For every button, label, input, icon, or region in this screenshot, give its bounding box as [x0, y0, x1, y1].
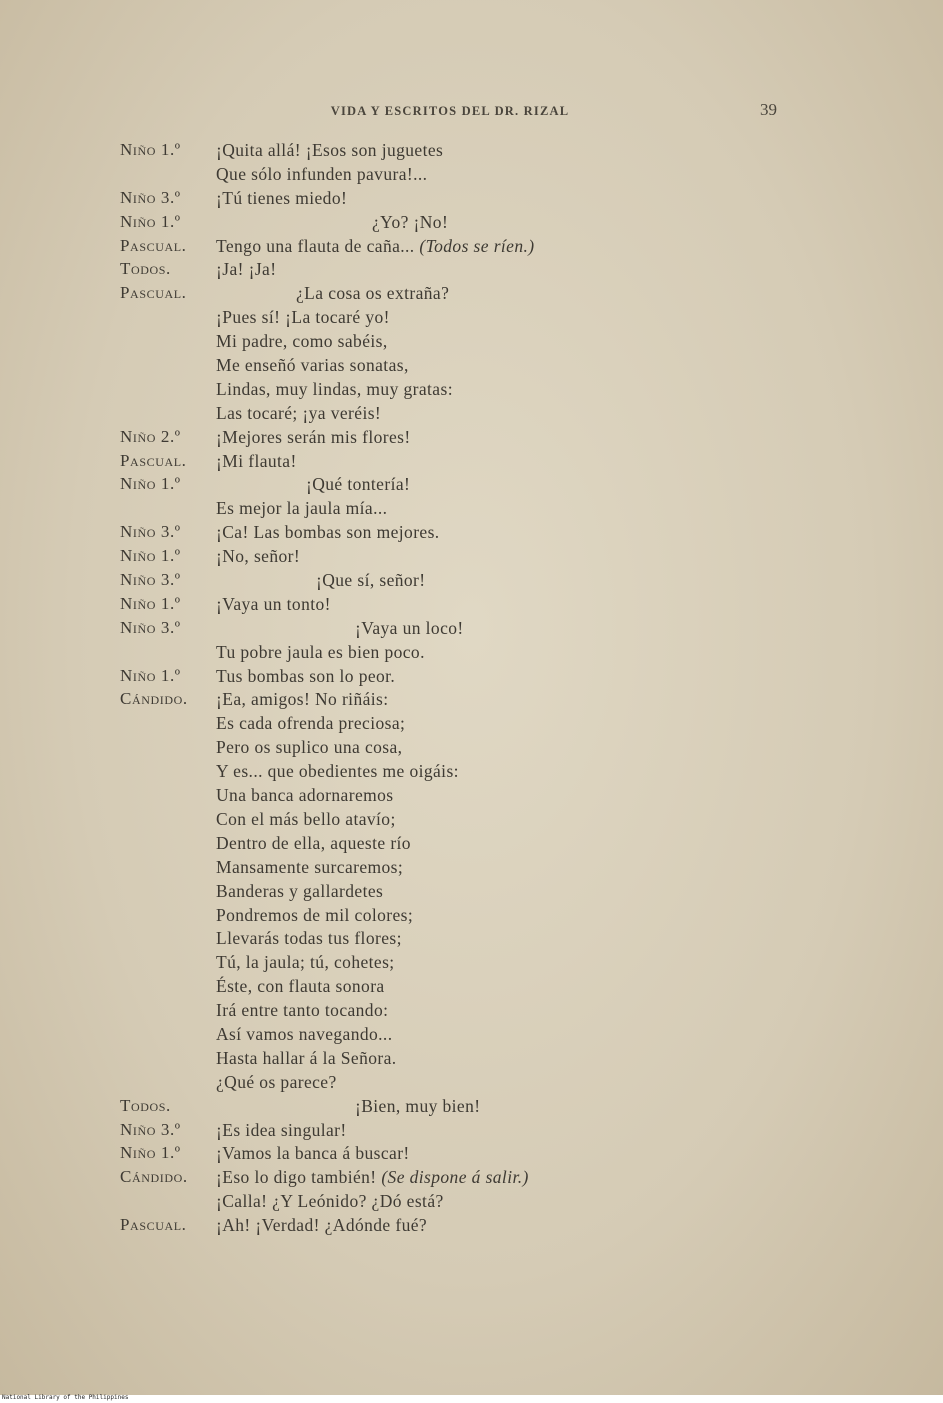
verse-text-line [216, 1143, 410, 1164]
verse-text-line [216, 236, 535, 257]
verse-text-line [216, 1215, 427, 1236]
dialogue-line [0, 1048, 943, 1072]
verse-text: ¡Quita allá! ¡Esos son juguetes [216, 140, 444, 160]
verse-text: ¡Vamos la banca á buscar! [216, 1143, 410, 1164]
library-footer [0, 1395, 943, 1403]
dialogue-line [0, 1120, 943, 1144]
verse-text-line [216, 1191, 444, 1212]
verse-text: Hasta hallar á la Señora. [216, 1047, 397, 1068]
dialogue-line [0, 379, 943, 403]
dialogue-line [0, 594, 943, 618]
speaker-name: Niño 1.º [120, 140, 181, 159]
dialogue-line [0, 1143, 943, 1167]
stage-direction: (Se dispone á salir.) [381, 1167, 529, 1188]
speaker-name: Niño 1.º [120, 665, 181, 685]
speaker-name: Pascual. [120, 283, 187, 303]
speaker-name: Niño 1.º [120, 474, 181, 494]
verse-text: Es mejor la jaula mía... [216, 498, 388, 519]
verse-text: Banderas y gallardetes [216, 880, 384, 901]
dialogue-line [0, 833, 943, 857]
dialogue-line [0, 928, 943, 952]
speaker-name: Niño 3.º [120, 522, 181, 542]
verse-text: Con el más bello atavío; [216, 808, 396, 829]
page-number: 39 [760, 100, 777, 119]
verse-text: Éste, con flauta sonora [216, 976, 385, 997]
dialogue-line [0, 689, 943, 713]
verse-text: ¡Ea, amigos! No riñáis: [216, 689, 389, 710]
verse-text-line [216, 881, 383, 902]
verse-text: Llevarás todas tus flores; [216, 928, 402, 949]
dialogue-line [0, 570, 943, 594]
play-dialogue [0, 140, 943, 1239]
stage-direction: (Todos se ríen.) [419, 235, 535, 256]
dialogue-line [0, 355, 943, 379]
speaker-name: Cándido. [120, 1167, 188, 1187]
verse-text: Tu pobre jaula es bien poco. [216, 641, 425, 662]
speaker-name: Cándido. [120, 689, 188, 709]
speaker-name: Pascual. [120, 235, 187, 255]
verse-text-line [216, 952, 395, 973]
verse-text: Una banca adornaremos [216, 785, 394, 806]
verse-text: Las tocaré; ¡ya veréis! [216, 402, 382, 423]
dialogue-line [0, 546, 943, 570]
dialogue-line [0, 236, 943, 260]
speaker-name: Niño 1.º [120, 546, 181, 566]
library-credit: National Library of the Philippines [2, 1394, 129, 1401]
verse-text-line [216, 737, 402, 758]
verse-text-line [216, 1048, 397, 1069]
dialogue-line [0, 857, 943, 881]
verse-text: Es cada ofrenda preciosa; [216, 713, 406, 734]
verse-text: Lindas, muy lindas, muy gratas: [216, 378, 453, 399]
verse-text: ¡Bien, muy bien! [355, 1095, 481, 1116]
verse-text-line [216, 1120, 347, 1141]
dialogue-line [0, 737, 943, 761]
verse-text-line [216, 498, 387, 519]
verse-text: ¡Es idea singular! [216, 1119, 347, 1140]
speaker-name: Niño 3.º [120, 617, 181, 637]
dialogue-line [0, 474, 943, 498]
dialogue-line [0, 952, 943, 976]
verse-text: ¡Ah! ¡Verdad! ¿Adónde fué? [216, 1215, 428, 1236]
dialogue-line [0, 785, 943, 809]
speaker-name: Niño 3.º [120, 570, 181, 590]
dialogue-line [0, 618, 943, 642]
verse-text-line [216, 451, 297, 472]
verse-text: Que sólo infunden pavura!... [216, 163, 428, 184]
dialogue-line [0, 451, 943, 475]
verse-text-line [216, 355, 409, 376]
dialogue-line [0, 666, 943, 690]
dialogue-line [0, 881, 943, 905]
verse-text: Me enseñó varias sonatas, [216, 355, 409, 376]
speaker-name: Niño 2.º [120, 426, 181, 446]
verse-text-line [216, 403, 381, 424]
verse-text-line [216, 689, 389, 710]
verse-text-line [216, 666, 395, 687]
dialogue-line [0, 140, 943, 164]
dialogue-line [0, 188, 943, 212]
verse-text: ¿Qué os parece? [216, 1071, 337, 1092]
verse-text-line [216, 976, 385, 997]
verse-text-line [355, 618, 464, 639]
dialogue-line [0, 1215, 943, 1239]
verse-text: ¡Ca! Las bombas son mejores. [216, 522, 440, 543]
speaker-name: Niño 3.º [120, 1119, 181, 1139]
verse-text-line [216, 785, 394, 806]
verse-text-line [216, 331, 388, 352]
verse-text-line [306, 474, 410, 495]
verse-text: ¡Tú tienes miedo! [216, 187, 348, 208]
speaker-name: Todos. [120, 1095, 171, 1115]
dialogue-line [0, 1000, 943, 1024]
dialogue-line [0, 403, 943, 427]
dialogue-line [0, 307, 943, 331]
dialogue-line [0, 164, 943, 188]
verse-text: Irá entre tanto tocando: [216, 1000, 389, 1021]
verse-text-line [216, 809, 396, 830]
verse-text: Tú, la jaula; tú, cohetes; [216, 952, 395, 973]
verse-text-line [372, 212, 448, 233]
verse-text: ¡Eso lo digo también! [216, 1167, 382, 1188]
verse-text-line [216, 164, 427, 185]
verse-text: Tengo una flauta de caña... [216, 235, 420, 256]
speaker-name: Pascual. [120, 1215, 187, 1235]
verse-text-line [216, 307, 390, 328]
verse-text-line [216, 546, 300, 567]
dialogue-line [0, 1167, 943, 1191]
dialogue-line [0, 1072, 943, 1096]
verse-text: Dentro de ella, aqueste río [216, 832, 411, 853]
verse-text: ¡Vaya un tonto! [216, 593, 331, 614]
verse-text: ¡Calla! ¿Y Leónido? ¿Dó está? [216, 1191, 444, 1212]
verse-text: ¿Yo? ¡No! [372, 211, 449, 232]
verse-text-line [216, 594, 331, 615]
dialogue-line [0, 976, 943, 1000]
dialogue-line [0, 427, 943, 451]
verse-text: Y es... que obedientes me oigáis: [216, 761, 459, 782]
dialogue-line [0, 1024, 943, 1048]
verse-text: Mansamente surcaremos; [216, 856, 404, 877]
dialogue-line [0, 1096, 943, 1120]
verse-text-line [216, 1072, 337, 1093]
verse-text-line [216, 1000, 388, 1021]
verse-text-line [216, 1024, 392, 1045]
verse-text: Pero os suplico una cosa, [216, 737, 403, 758]
verse-text-line [216, 833, 411, 854]
verse-text: ¡Ja! ¡Ja! [216, 259, 277, 280]
verse-text-line [216, 522, 440, 543]
verse-text: Tus bombas son lo peor. [216, 665, 396, 686]
verse-text: Así vamos navegando... [216, 1023, 393, 1044]
verse-text: ¡Que sí, señor! [316, 570, 426, 591]
dialogue-line [0, 1191, 943, 1215]
dialogue-line [0, 331, 943, 355]
verse-text: Pondremos de mil colores; [216, 904, 414, 925]
verse-text-line [216, 259, 276, 280]
verse-text: ¡Mejores serán mis flores! [216, 426, 411, 447]
verse-text-line [216, 761, 459, 782]
speaker-name: Niño 3.º [120, 187, 181, 207]
speaker-name: Niño 1.º [120, 211, 181, 231]
dialogue-line [0, 498, 943, 522]
verse-text: ¡Mi flauta! [216, 450, 297, 471]
verse-text-line [296, 283, 449, 304]
dialogue-line [0, 761, 943, 785]
dialogue-line [0, 522, 943, 546]
dialogue-line [0, 212, 943, 236]
dialogue-line [0, 642, 943, 666]
speaker-name: Niño 1.º [120, 1143, 181, 1163]
verse-text: Mi padre, como sabéis, [216, 331, 388, 352]
verse-text-line [216, 188, 347, 209]
verse-text: ¡Qué tontería! [306, 474, 411, 495]
dialogue-line [0, 905, 943, 929]
dialogue-line [0, 809, 943, 833]
speaker-name: Niño 1.º [120, 593, 181, 613]
verse-text-line [355, 1096, 480, 1117]
verse-text-line [216, 1167, 529, 1188]
verse-text-line [216, 140, 443, 161]
dialogue-line [0, 259, 943, 283]
verse-text: ¡No, señor! [216, 546, 301, 567]
verse-text-line [216, 379, 453, 400]
verse-text-line [316, 570, 426, 591]
speaker-name: Pascual. [120, 450, 187, 470]
verse-text-line [216, 642, 425, 663]
verse-text-line [216, 905, 413, 926]
running-header: VIDA Y ESCRITOS DEL DR. RIZAL [330, 104, 570, 118]
verse-text-line [216, 713, 405, 734]
verse-text-line [216, 928, 402, 949]
verse-text: ¡Pues sí! ¡La tocaré yo! [216, 307, 390, 328]
verse-text: ¿La cosa os extraña? [296, 283, 450, 304]
verse-text-line [216, 857, 403, 878]
dialogue-line [0, 283, 943, 307]
dialogue-line [0, 713, 943, 737]
verse-text-line [216, 427, 411, 448]
verse-text: ¡Vaya un loco! [355, 617, 464, 638]
speaker-name: Todos. [120, 259, 171, 279]
